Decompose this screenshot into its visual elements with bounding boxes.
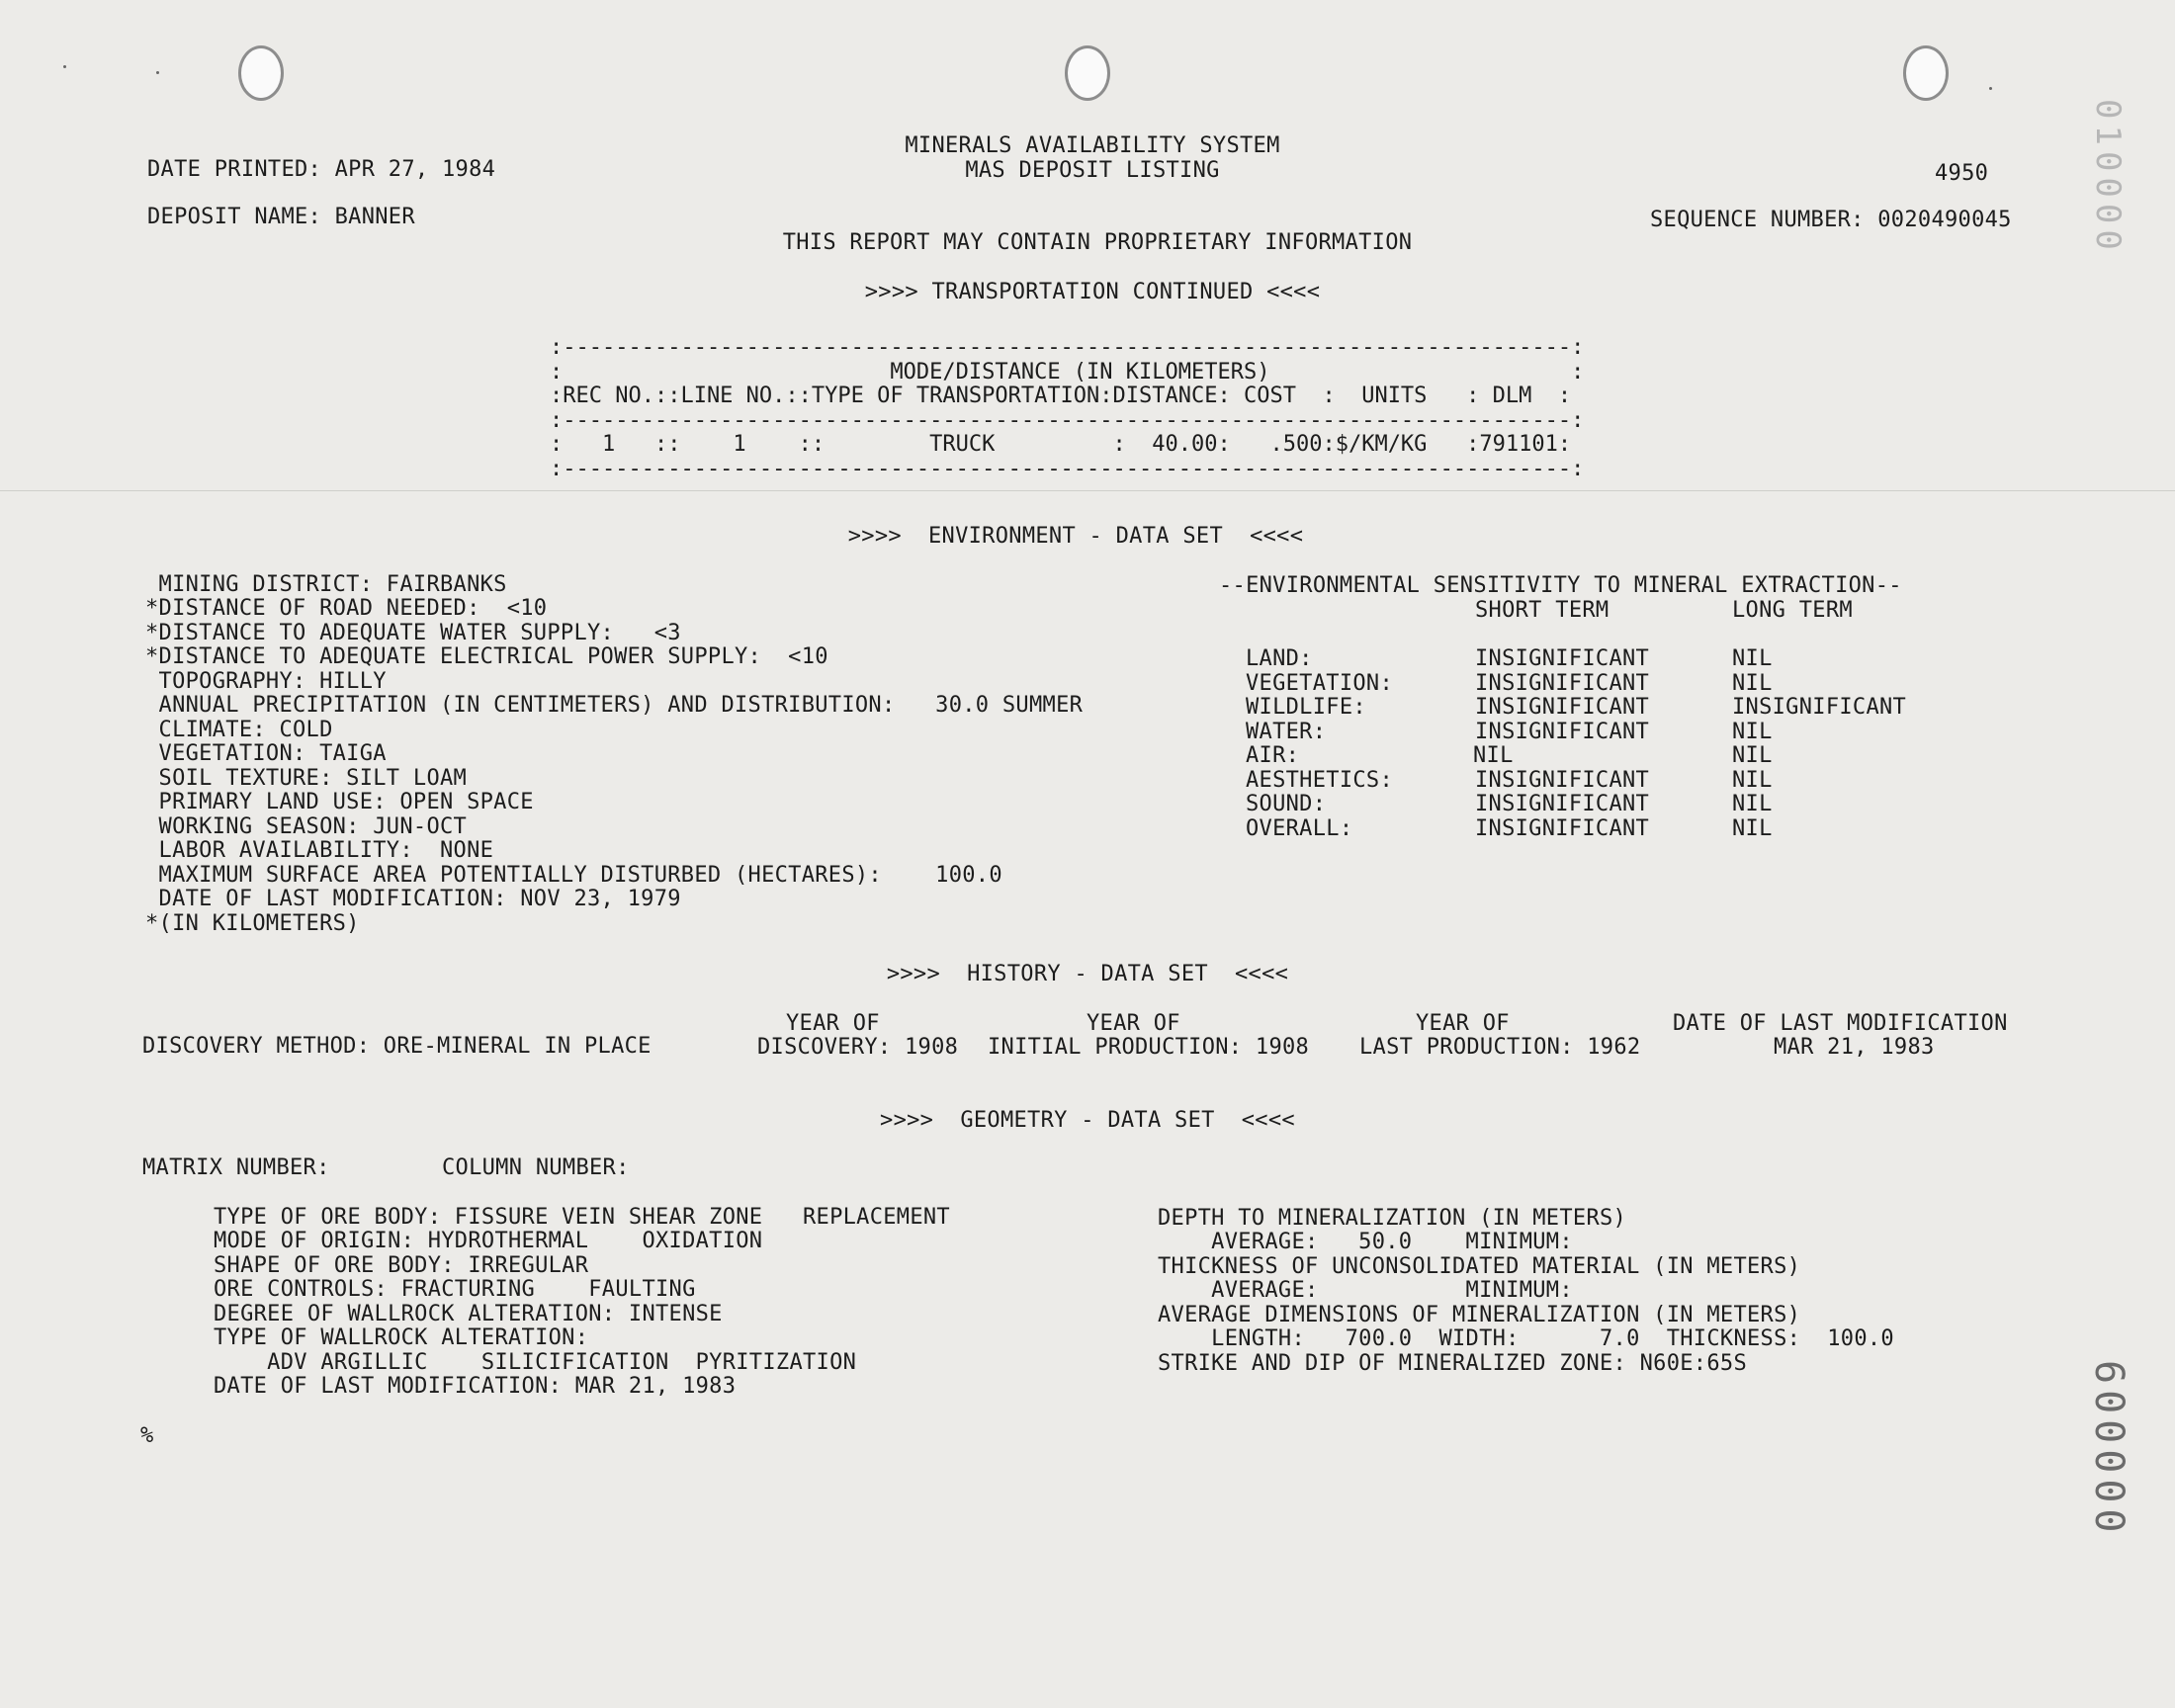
- geometry-line: DATE OF LAST MODIFICATION: MAR 21, 1983: [214, 1374, 737, 1399]
- sensitivity-long: NIL: [1732, 816, 1773, 841]
- env-line: SOIL TEXTURE: SILT LOAM: [145, 766, 468, 791]
- matrix-number: MATRIX NUMBER:: [142, 1155, 330, 1180]
- geometry-line: TYPE OF ORE BODY: FISSURE VEIN SHEAR ZONE REPLACEMENT: [214, 1205, 950, 1230]
- env-line: *(IN KILOMETERS): [145, 911, 360, 936]
- env-line: DATE OF LAST MODIFICATION: NOV 23, 1979: [145, 887, 681, 911]
- env-line: *DISTANCE TO ADEQUATE ELECTRICAL POWER SUPPLY: <10: [145, 644, 828, 669]
- env-line: LABOR AVAILABILITY: NONE: [145, 838, 494, 863]
- punch-hole-center: [1065, 45, 1110, 101]
- sensitivity-long: INSIGNIFICANT: [1732, 695, 1907, 720]
- short-term-header: SHORT TERM: [1475, 598, 1610, 623]
- sensitivity-short: INSIGNIFICANT: [1475, 646, 1650, 671]
- speck: [156, 71, 159, 74]
- sensitivity-short: NIL: [1473, 743, 1514, 768]
- sensitivity-label: VEGETATION:: [1246, 671, 1393, 696]
- page-fold-line: [0, 490, 2175, 491]
- sequence-number: SEQUENCE NUMBER: 0020490045: [1650, 208, 2012, 232]
- sensitivity-short: INSIGNIFICANT: [1475, 816, 1650, 841]
- long-term-header: LONG TERM: [1732, 598, 1853, 623]
- system-title: MINERALS AVAILABILITY SYSTEM: [905, 133, 1280, 158]
- last-production-year: LAST PRODUCTION: 1962: [1359, 1035, 1641, 1060]
- sensitivity-label: WATER:: [1246, 720, 1327, 744]
- date-printed: DATE PRINTED: APR 27, 1984: [147, 157, 496, 182]
- margin-stamp-bottom: 600000: [2086, 1360, 2132, 1539]
- page-number: 4950: [1935, 161, 1989, 186]
- env-line: ANNUAL PRECIPITATION (IN CENTIMETERS) AND DISTRIBUTION: 30.0 SUMMER: [145, 693, 1084, 718]
- sensitivity-label: SOUND:: [1246, 792, 1327, 816]
- geometry-measure-line: AVERAGE DIMENSIONS OF MINERALIZATION (IN METERS): [1158, 1303, 1801, 1327]
- sensitivity-long: NIL: [1732, 768, 1773, 793]
- year-of-discovery-header: YEAR OF: [786, 1011, 880, 1036]
- sensitivity-long: NIL: [1732, 720, 1773, 744]
- margin-stamp-top: 010000: [2088, 99, 2128, 256]
- sensitivity-label: AIR:: [1246, 743, 1300, 768]
- env-line: *DISTANCE OF ROAD NEEDED: <10: [145, 596, 548, 621]
- discovery-method: DISCOVERY METHOD: ORE-MINERAL IN PLACE: [142, 1034, 652, 1059]
- geometry-measure-line: AVERAGE: MINIMUM:: [1158, 1278, 1573, 1303]
- geometry-section-title: >>>> GEOMETRY - DATA SET <<<<: [880, 1108, 1295, 1133]
- geometry-line: TYPE OF WALLROCK ALTERATION:: [214, 1325, 589, 1350]
- listing-title: MAS DEPOSIT LISTING: [965, 158, 1220, 183]
- env-line: VEGETATION: TAIGA: [145, 741, 387, 766]
- sensitivity-long: NIL: [1732, 743, 1773, 768]
- sensitivity-long: NIL: [1732, 671, 1773, 696]
- footer-percent-mark: %: [140, 1423, 154, 1448]
- sensitivity-long: NIL: [1732, 646, 1773, 671]
- sensitivity-short: INSIGNIFICANT: [1475, 695, 1650, 720]
- geometry-line: SHAPE OF ORE BODY: IRREGULAR: [214, 1253, 589, 1278]
- year-of-initial-production-header: YEAR OF: [1087, 1011, 1180, 1036]
- geometry-line: MODE OF ORIGIN: HYDROTHERMAL OXIDATION: [214, 1229, 763, 1253]
- speck: [1989, 87, 1992, 90]
- transportation-table: :-----------------------------------------------------------------------------: : MODE/DISTANCE (IN KILOMETERS) : :REC NO.::LINE NO.::TYPE OF TRANSPORTATION:DISTANCE: COST : UNITS : DLM : :-----------------------------------------------------------------------------: : 1 :: 1 :: TRUCK : 40.00: .500:$/KM/KG :791101: :-----------------------------------------------------------------------------:: [550, 335, 1585, 481]
- environment-section-title: >>>> ENVIRONMENT - DATA SET <<<<: [847, 524, 1304, 549]
- sensitivity-title: --ENVIRONMENTAL SENSITIVITY TO MINERAL EXTRACTION--: [1219, 573, 1902, 598]
- env-line: MAXIMUM SURFACE AREA POTENTIALLY DISTURBED (HECTARES): 100.0: [145, 863, 1002, 888]
- proprietary-notice: THIS REPORT MAY CONTAIN PROPRIETARY INFORMATION: [782, 230, 1413, 255]
- speck: [63, 65, 66, 68]
- env-line: *DISTANCE TO ADEQUATE WATER SUPPLY: <3: [145, 621, 681, 645]
- punch-hole-left: [238, 45, 284, 101]
- sensitivity-label: WILDLIFE:: [1246, 695, 1366, 720]
- env-line: CLIMATE: COLD: [145, 718, 333, 742]
- geometry-measure-line: LENGTH: 700.0 WIDTH: 7.0 THICKNESS: 100.0: [1158, 1326, 1894, 1351]
- env-line: WORKING SEASON: JUN-OCT: [145, 814, 468, 839]
- sensitivity-short: INSIGNIFICANT: [1475, 768, 1650, 793]
- date-last-mod-header: DATE OF LAST MODIFICATION: [1673, 1011, 2008, 1036]
- transportation-section-title: >>>> TRANSPORTATION CONTINUED <<<<: [864, 280, 1321, 304]
- geometry-line: ORE CONTROLS: FRACTURING FAULTING: [214, 1277, 696, 1302]
- sensitivity-short: INSIGNIFICANT: [1475, 720, 1650, 744]
- env-line: MINING DISTRICT: FAIRBANKS: [145, 572, 507, 597]
- sensitivity-long: NIL: [1732, 792, 1773, 816]
- geometry-measure-line: AVERAGE: 50.0 MINIMUM:: [1158, 1230, 1573, 1254]
- env-line: TOPOGRAPHY: HILLY: [145, 669, 387, 694]
- sensitivity-short: INSIGNIFICANT: [1475, 792, 1650, 816]
- geometry-measure-line: DEPTH TO MINERALIZATION (IN METERS): [1158, 1206, 1627, 1231]
- sensitivity-short: INSIGNIFICANT: [1475, 671, 1650, 696]
- geometry-line: DEGREE OF WALLROCK ALTERATION: INTENSE: [214, 1302, 723, 1326]
- history-section-title: >>>> HISTORY - DATA SET <<<<: [886, 962, 1289, 986]
- env-line: PRIMARY LAND USE: OPEN SPACE: [145, 790, 534, 814]
- deposit-name: DEPOSIT NAME: BANNER: [147, 205, 415, 229]
- geometry-measure-line: THICKNESS OF UNCONSOLIDATED MATERIAL (IN METERS): [1158, 1254, 1801, 1279]
- punch-hole-right: [1903, 45, 1949, 101]
- sensitivity-label: AESTHETICS:: [1246, 768, 1393, 793]
- initial-production-year: INITIAL PRODUCTION: 1908: [988, 1035, 1310, 1060]
- geometry-line: ADV ARGILLIC SILICIFICATION PYRITIZATION: [214, 1350, 857, 1375]
- geometry-measure-line: STRIKE AND DIP OF MINERALIZED ZONE: N60E:65S: [1158, 1351, 1747, 1376]
- year-of-last-production-header: YEAR OF: [1416, 1011, 1510, 1036]
- history-last-mod-date: MAR 21, 1983: [1774, 1035, 1935, 1060]
- sensitivity-label: OVERALL:: [1246, 816, 1353, 841]
- column-number: COLUMN NUMBER:: [442, 1155, 630, 1180]
- sensitivity-label: LAND:: [1246, 646, 1313, 671]
- discovery-year: DISCOVERY: 1908: [757, 1035, 959, 1060]
